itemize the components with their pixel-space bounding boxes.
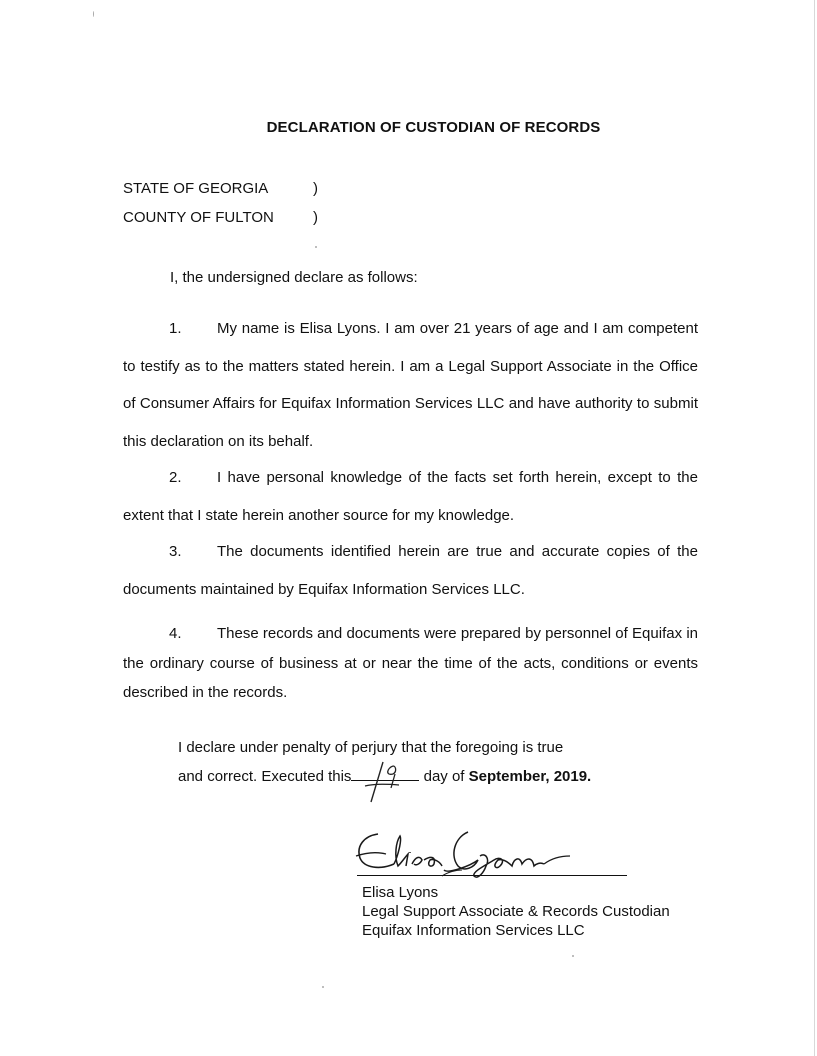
paragraph-3 [123, 533, 698, 608]
paragraph-3-text: The documents identified herein are true and accurate copies of the documents maintained by Equifax Information Services LLC. [123, 543, 698, 598]
scan-speck [322, 986, 324, 988]
scan-speck [572, 955, 574, 957]
venue-state-paren: ) [313, 180, 318, 197]
paragraph-1-number: 1. [169, 320, 182, 337]
document-title: DECLARATION OF CUSTODIAN OF RECORDS [266, 119, 601, 136]
scan-speck [315, 246, 317, 248]
venue-state: STATE OF GEORGIA [123, 180, 269, 197]
handwritten-day-mark [363, 758, 423, 808]
venue-county-paren: ) [313, 209, 318, 226]
signer-name: Elisa Lyons [362, 884, 439, 901]
paragraph-4-text: These records and documents were prepared by personnel of Equifax in the ordinary course of business at or near the time of the acts, conditions or events described in the records. [123, 625, 698, 701]
declaration-executed-text: and correct. Executed this [178, 768, 352, 785]
signer-company: Equifax Information Services LLC [362, 922, 585, 939]
scan-speck [93, 11, 94, 17]
intro-text: I, the undersigned declare as follows: [170, 269, 418, 286]
venue-county: COUNTY OF FULTON [123, 209, 274, 226]
paragraph-2-text: I have personal knowledge of the facts set forth herein, except to the extent that I state herein another source for my knowledge. [123, 469, 698, 524]
paragraph-4 [123, 619, 698, 708]
paragraph-4-number: 4. [169, 625, 182, 642]
declaration-day-of-text: day of [423, 768, 465, 785]
signer-title: Legal Support Associate & Records Custodian [362, 903, 670, 920]
declaration-date: September, 2019. [468, 768, 592, 785]
paragraph-1 [123, 310, 698, 460]
declaration-line-1: I declare under penalty of perjury that the foregoing is true [178, 739, 564, 756]
paragraph-1-text: My name is Elisa Lyons. I am over 21 years of age and I am competent to testify as to the matters stated herein. I am a Legal Support Associate in the Office of Consumer Affairs for Equifax Information Services LLC and have authority to submit this declaration on its behalf. [123, 320, 698, 450]
paragraph-2-number: 2. [169, 469, 182, 486]
scan-edge [814, 0, 815, 1056]
signature-line [357, 875, 627, 876]
paragraph-2 [123, 459, 698, 534]
handwritten-signature [350, 826, 590, 886]
paragraph-3-number: 3. [169, 543, 182, 560]
